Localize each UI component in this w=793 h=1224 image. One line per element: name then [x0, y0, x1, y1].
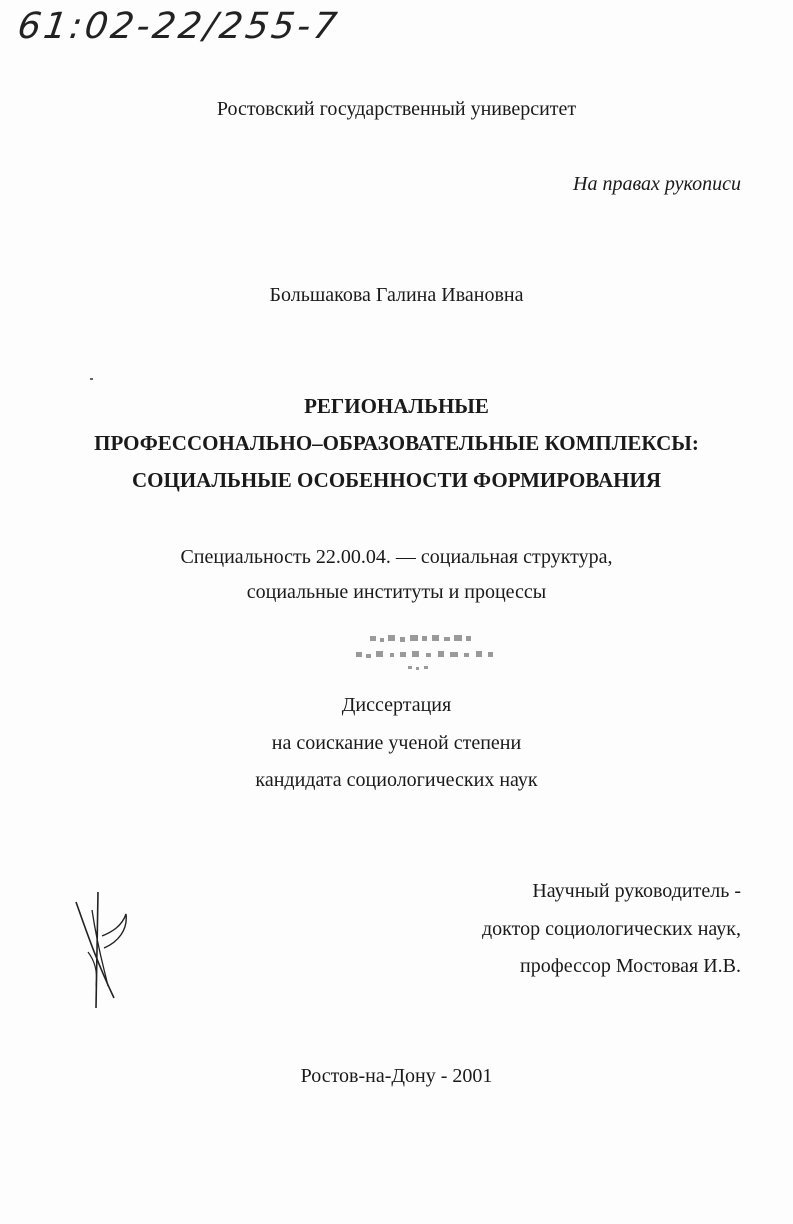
degree-line-1: на соискание ученой степени: [271, 732, 522, 754]
university-name: Ростовский государственный университет: [216, 98, 577, 120]
author-name: Большакова Галина Ивановна: [269, 284, 524, 306]
supervisor-line-3: профессор Мостовая И.В.: [520, 955, 741, 977]
manuscript-rights: На правах рукописи: [573, 173, 741, 195]
specialty-line-1: Специальность 22.00.04. — социальная структура,: [180, 546, 613, 568]
degree-line-2: кандидата социологических наук: [255, 769, 538, 791]
signature: [68, 890, 138, 1010]
supervisor-line-1: Научный руководитель -: [532, 880, 741, 902]
place-and-year: Ростов-на-Дону - 2001: [300, 1065, 493, 1087]
faded-stamp: [350, 630, 500, 678]
title-line-1: РЕГИОНАЛЬНЫЕ: [304, 394, 489, 418]
supervisor-line-2: доктор социологических наук,: [481, 918, 741, 940]
title-line-2: ПРОФЕССОНАЛЬНО–ОБРАЗОВАТЕЛЬНЫЕ КОМПЛЕКСЫ:: [94, 431, 699, 455]
title-line-3: СОЦИАЛЬНЫЕ ОСОБЕННОСТИ ФОРМИРОВАНИЯ: [131, 468, 661, 492]
specialty-line-2: социальные институты и процессы: [246, 581, 547, 603]
scan-speck: [90, 378, 93, 380]
archive-code: 61:02-22/255-7: [15, 6, 343, 47]
dissertation-label: Диссертация: [341, 694, 452, 716]
